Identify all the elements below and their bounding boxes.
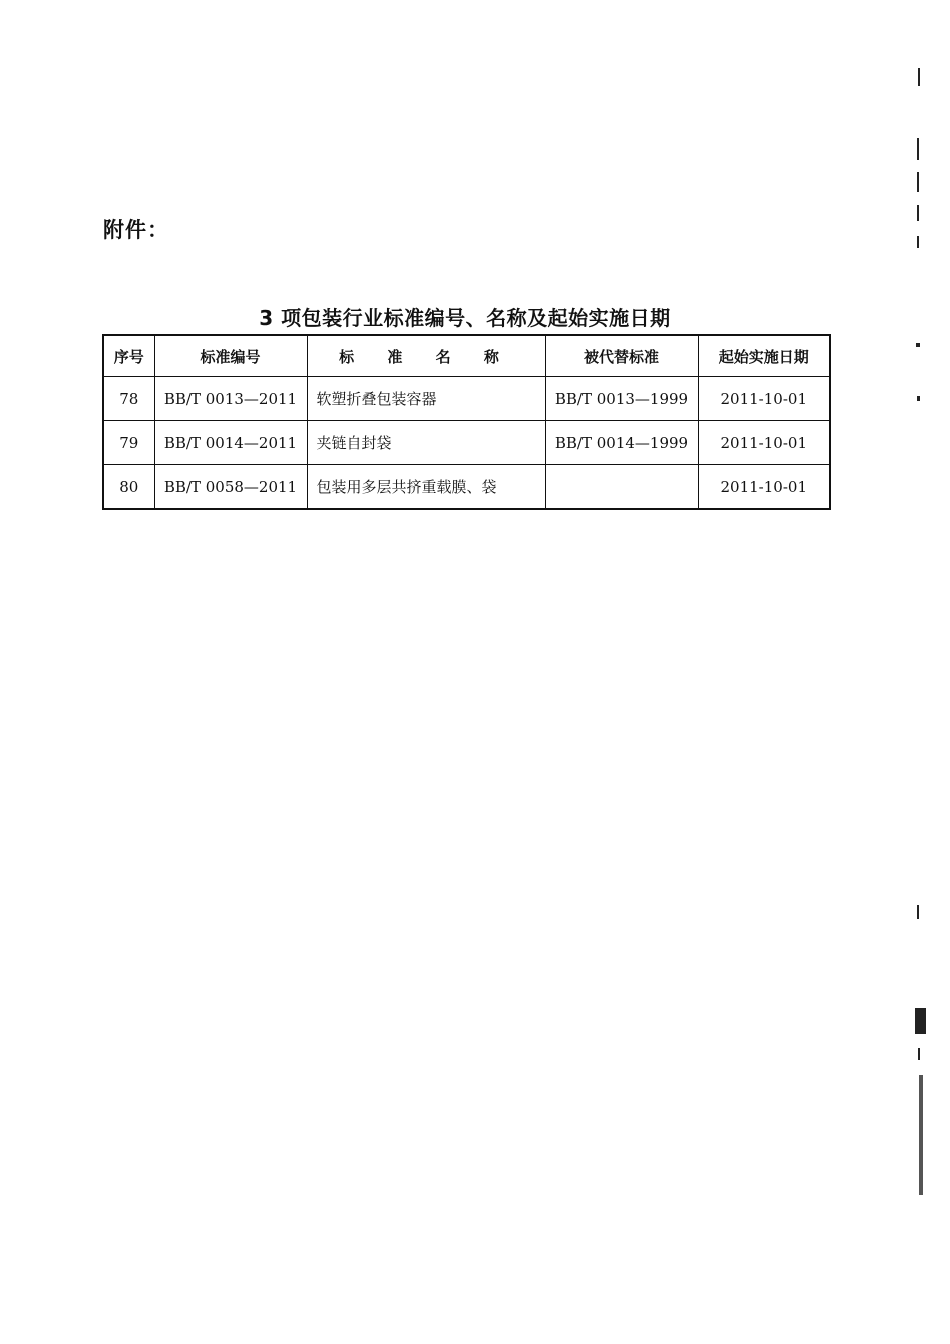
scan-artifact — [917, 396, 920, 401]
header-serial: 序号 — [103, 335, 154, 377]
cell-standard-code: BB/T 0058—2011 — [154, 465, 307, 510]
cell-standard-name: 软塑折叠包装容器 — [307, 377, 545, 421]
cell-start-date: 2011-10-01 — [698, 421, 830, 465]
header-start-date: 起始实施日期 — [698, 335, 830, 377]
header-replaced-standard: 被代替标准 — [545, 335, 698, 377]
cell-standard-code: BB/T 0013—2011 — [154, 377, 307, 421]
header-standard-name: 标 准 名 称 — [307, 335, 545, 377]
cell-start-date: 2011-10-01 — [698, 377, 830, 421]
cell-serial: 80 — [103, 465, 154, 510]
cell-replaced-standard: BB/T 0013—1999 — [545, 377, 698, 421]
scan-artifact — [917, 905, 919, 919]
cell-start-date: 2011-10-01 — [698, 465, 830, 510]
cell-serial: 78 — [103, 377, 154, 421]
table-row — [103, 465, 830, 510]
cell-standard-code: BB/T 0014—2011 — [154, 421, 307, 465]
cell-standard-name: 夹链自封袋 — [307, 421, 545, 465]
table-row — [103, 377, 830, 421]
scan-artifact — [918, 68, 920, 86]
scan-artifact — [916, 343, 920, 347]
scan-artifact — [915, 1008, 926, 1034]
scan-artifact — [917, 205, 919, 221]
scan-artifact — [919, 1075, 923, 1195]
document-title: 3 项包装行业标准编号、名称及起始实施日期 — [259, 306, 671, 330]
header-standard-code: 标准编号 — [154, 335, 307, 377]
scan-artifact — [918, 1048, 920, 1060]
cell-replaced-standard — [545, 465, 698, 510]
table-header-row — [103, 335, 830, 377]
table-row — [103, 421, 830, 465]
cell-serial: 79 — [103, 421, 154, 465]
cell-replaced-standard: BB/T 0014—1999 — [545, 421, 698, 465]
cell-standard-name: 包装用多层共挤重载膜、袋 — [307, 465, 545, 510]
scan-artifact — [917, 172, 919, 192]
scan-artifact — [917, 236, 919, 248]
standards-table — [102, 334, 831, 510]
scan-artifact — [917, 138, 919, 160]
attachment-label: 附件： — [103, 218, 169, 242]
